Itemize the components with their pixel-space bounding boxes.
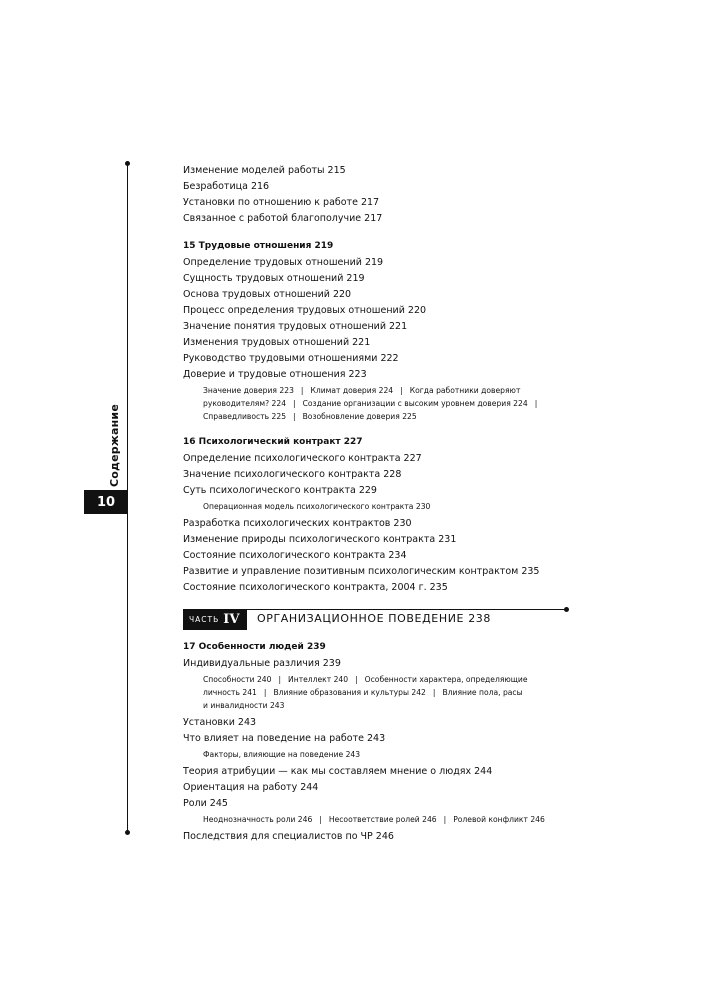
subentry: Создание организации с высоким уровнем доверия 224 bbox=[302, 399, 528, 408]
toc-entry: Изменение природы психологического контракта 231 bbox=[183, 534, 457, 545]
toc-entry: Изменение моделей работы 215 bbox=[183, 165, 346, 176]
subentry: личность 241 bbox=[203, 688, 257, 697]
part-word: ЧАСТЬ bbox=[189, 615, 220, 624]
rule-bottom-dot bbox=[125, 830, 130, 835]
subentry: Когда работники доверяют bbox=[409, 386, 521, 395]
toc-entry: Процесс определения трудовых отношений 220 bbox=[183, 305, 427, 316]
toc-entry: Ориентация на работу 244 bbox=[183, 782, 319, 793]
subentry: Справедливость 225 bbox=[203, 412, 287, 421]
subentry: Особенности характера, определяющие bbox=[364, 675, 528, 684]
toc-entry: Развитие и управление позитивным психологическим контрактом 235 bbox=[183, 566, 540, 577]
subentry: Неоднозначность роли 246 bbox=[203, 815, 313, 824]
subentry: Климат доверия 224 bbox=[310, 386, 394, 395]
part-badge bbox=[183, 609, 247, 630]
rule-top-dot bbox=[125, 161, 130, 166]
page-number: 10 bbox=[84, 490, 128, 514]
subentry: Интеллект 240 bbox=[288, 675, 349, 684]
toc-entry: Связанное с работой благополучие 217 bbox=[183, 213, 383, 224]
section-label: Содержание bbox=[107, 403, 121, 487]
chapter-heading-16: 16 Психологический контракт 227 bbox=[183, 437, 363, 447]
toc-entry: Что влияет на поведение на работе 243 bbox=[183, 733, 386, 744]
toc-entry: Определение трудовых отношений 219 bbox=[183, 257, 384, 268]
toc-subentries: Способности 240 | Интеллект 240 | Особенности характера, определяющие личность 241 | Влияние образования и культуры 242 | Влияние пола, расы и инвалидности 243 bbox=[203, 675, 528, 710]
toc-content bbox=[183, 163, 573, 845]
chapter-heading-15: 15 Трудовые отношения 219 bbox=[183, 241, 334, 251]
toc-entry: Состояние психологического контракта, 2004 г. 235 bbox=[183, 582, 448, 593]
toc-entry: Изменения трудовых отношений 221 bbox=[183, 337, 371, 348]
toc-entry: Определение психологического контракта 227 bbox=[183, 453, 422, 464]
subentry: Влияние пола, расы bbox=[442, 688, 523, 697]
toc-entry: Теория атрибуции — как мы составляем мнение о людях 244 bbox=[183, 766, 493, 777]
toc-entry: Значение психологического контракта 228 bbox=[183, 469, 402, 480]
chapter-heading-17: 17 Особенности людей 239 bbox=[183, 642, 326, 652]
subentry: и инвалидности 243 bbox=[203, 701, 285, 710]
subentry: Возобновление доверия 225 bbox=[302, 412, 417, 421]
toc-entry: Руководство трудовыми отношениями 222 bbox=[183, 353, 399, 364]
toc-entry: Индивидуальные различия 239 bbox=[183, 658, 341, 669]
subentry: руководителям? 224 bbox=[203, 399, 287, 408]
part-title: ОРГАНИЗАЦИОННОЕ ПОВЕДЕНИЕ 238 bbox=[257, 612, 491, 625]
subentry: Способности 240 bbox=[203, 675, 272, 684]
toc-entry: Безработица 216 bbox=[183, 181, 270, 192]
toc-entry: Установки по отношению к работе 217 bbox=[183, 197, 380, 208]
toc-subentries: Значение доверия 223 | Климат доверия 224 | Когда работники доверяют руководителям? 224 | Создание организации с высоким уровнем доверия 224 | Справедливость 225 | Возобновление доверия 225 bbox=[203, 386, 538, 421]
subentry: Несоответствие ролей 246 bbox=[328, 815, 437, 824]
toc-entry: Доверие и трудовые отношения 223 bbox=[183, 369, 367, 380]
toc-entry: Основа трудовых отношений 220 bbox=[183, 289, 352, 300]
toc-entry: Роли 245 bbox=[183, 798, 228, 809]
subentry: Значение доверия 223 bbox=[203, 386, 294, 395]
subentry: Операционная модель психологического контракта 230 bbox=[203, 502, 431, 511]
toc-entry: Значение понятия трудовых отношений 221 bbox=[183, 321, 408, 332]
part-number: IV bbox=[223, 612, 240, 627]
subentry: Влияние образования и культуры 242 bbox=[273, 688, 426, 697]
toc-entry: Сущность трудовых отношений 219 bbox=[183, 273, 365, 284]
toc-subentries: Неоднозначность роли 246 | Несоответствие ролей 246 | Ролевой конфликт 246 bbox=[203, 815, 545, 824]
subentry: Факторы, влияющие на поведение 243 bbox=[203, 750, 361, 759]
toc-entry: Разработка психологических контрактов 230 bbox=[183, 518, 412, 529]
part-rule-dot bbox=[564, 607, 569, 612]
subentry: Ролевой конфликт 246 bbox=[453, 815, 545, 824]
toc-entry: Последствия для специалистов по ЧР 246 bbox=[183, 831, 394, 842]
toc-entry: Суть психологического контракта 229 bbox=[183, 485, 377, 496]
toc-entry: Установки 243 bbox=[183, 717, 257, 728]
part-header bbox=[183, 608, 573, 634]
toc-entry: Состояние психологического контракта 234 bbox=[183, 550, 407, 561]
